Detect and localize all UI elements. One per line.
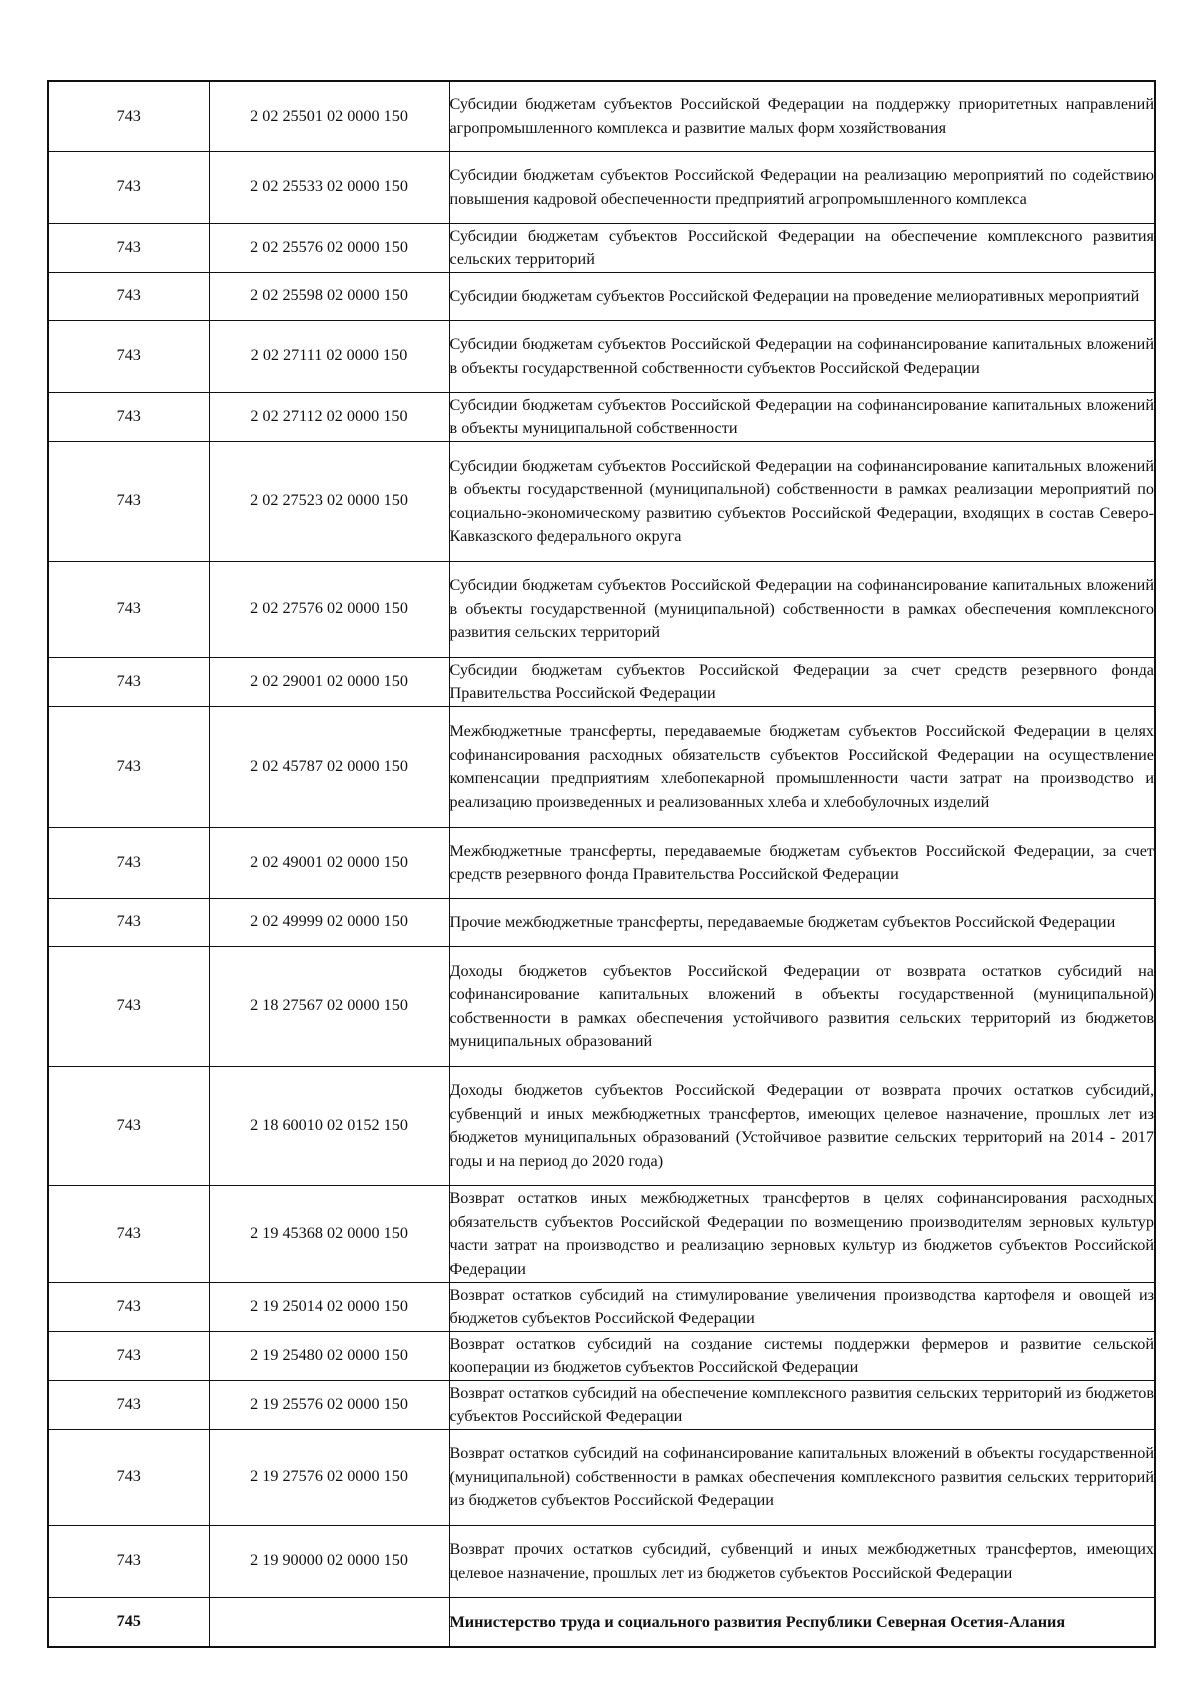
- revenue-description-cell: [449, 1429, 1155, 1525]
- revenue-description-text: Возврат остатков субсидий на стимулирование увеличения производства картофеля и овощей из бюджетов субъектов Российской Федерации: [449, 1285, 1154, 1327]
- revenue-description-cell: [449, 898, 1155, 946]
- revenue-description-cell: [449, 657, 1155, 706]
- revenue-code-cell: 2 02 25576 02 0000 150: [209, 223, 449, 272]
- admin-code-cell: 743: [48, 1066, 209, 1185]
- table-row: [48, 1380, 1155, 1429]
- table-row: [48, 1429, 1155, 1525]
- revenue-description-cell: [449, 392, 1155, 441]
- table-row: [48, 1066, 1155, 1185]
- revenue-code-cell: 2 19 25014 02 0000 150: [209, 1282, 449, 1331]
- revenue-description-text: Субсидии бюджетам субъектов Российской Федерации на софинансирование капитальных вложений в объекты государственной (муниципальной) собственности в рамках обеспечения комплексного развития сельских территорий: [449, 576, 1154, 642]
- table-row: [48, 561, 1155, 657]
- revenue-description-text: Министерство труда и социального развития Республики Северная Осетия-Алания: [449, 1612, 1066, 1631]
- revenue-code-cell: 2 02 27576 02 0000 150: [209, 561, 449, 657]
- revenue-description-cell: [449, 827, 1155, 898]
- revenue-description-text: Межбюджетные трансферты, передаваемые бюджетам субъектов Российской Федерации, за счет средств резервного фонда Правительства Российской Федерации: [449, 841, 1154, 883]
- admin-code-cell: 743: [48, 657, 209, 706]
- revenue-description-cell: [449, 706, 1155, 827]
- revenue-description-cell: [449, 1380, 1155, 1429]
- revenue-description-cell: [449, 1331, 1155, 1380]
- revenue-code-cell: 2 02 27523 02 0000 150: [209, 441, 449, 561]
- revenue-description-text: Субсидии бюджетам субъектов Российской Федерации на софинансирование капитальных вложений в объекты государственной собственности субъектов Российской Федерации: [449, 335, 1154, 377]
- revenue-description-text: Возврат прочих остатков субсидий, субвенций и иных межбюджетных трансфертов, имеющих целевое назначение, прошлых лет из бюджетов субъектов Российской Федерации: [449, 1540, 1154, 1582]
- table-row: [48, 1282, 1155, 1331]
- revenue-codes-table: [47, 80, 1156, 1648]
- admin-code-cell: 743: [48, 392, 209, 441]
- revenue-code-cell: 2 02 25533 02 0000 150: [209, 151, 449, 223]
- table-row: [48, 392, 1155, 441]
- revenue-code-cell: 2 19 45368 02 0000 150: [209, 1185, 449, 1282]
- revenue-code-cell: 2 18 60010 02 0152 150: [209, 1066, 449, 1185]
- revenue-description-text: Субсидии бюджетам субъектов Российской Федерации на обеспечение комплексного развития сельских территорий: [449, 226, 1154, 268]
- admin-code-cell: 743: [48, 1380, 209, 1429]
- table-row: [48, 657, 1155, 706]
- revenue-description-text: Доходы бюджетов субъектов Российской Федерации от возврата прочих остатков субсидий, субвенций и иных межбюджетных трансфертов, имеющих целевое назначение, прошлых лет из бюджетов муниципальных образований (Устойчивое развитие сельских территорий на 2014 - 2017 годы и на период до 2020 года): [449, 1081, 1154, 1170]
- table-row: [48, 1525, 1155, 1597]
- revenue-description-cell: [449, 1066, 1155, 1185]
- admin-code-cell: 743: [48, 946, 209, 1066]
- table-row: [48, 223, 1155, 272]
- revenue-code-cell: 2 18 27567 02 0000 150: [209, 946, 449, 1066]
- revenue-description-cell: [449, 81, 1155, 151]
- revenue-description-text: Возврат остатков субсидий на обеспечение комплексного развития сельских территорий из бюджетов субъектов Российской Федерации: [449, 1383, 1154, 1425]
- revenue-code-cell: 2 19 90000 02 0000 150: [209, 1525, 449, 1597]
- table-row: [48, 898, 1155, 946]
- table-row: [48, 441, 1155, 561]
- revenue-description-cell: [449, 441, 1155, 561]
- revenue-description-cell: [449, 320, 1155, 392]
- revenue-code-cell: 2 02 27111 02 0000 150: [209, 320, 449, 392]
- revenue-code-cell: 2 02 45787 02 0000 150: [209, 706, 449, 827]
- admin-code-cell: 743: [48, 1282, 209, 1331]
- revenue-description-text: Возврат остатков субсидий на создание системы поддержки фермеров и развитие сельской кооперации из бюджетов субъектов Российской Федерации: [449, 1334, 1154, 1376]
- table-row: [48, 1185, 1155, 1282]
- admin-code-cell: 745: [48, 1597, 209, 1647]
- revenue-description-text: Субсидии бюджетам субъектов Российской Федерации на софинансирование капитальных вложений в объекты государственной (муниципальной) собственности в рамках реализации мероприятий по социально-экономическому развитию субъектов Российской Федерации, входящих в состав Северо-Кавказского федерального округа: [449, 456, 1154, 545]
- revenue-code-cell: 2 02 49001 02 0000 150: [209, 827, 449, 898]
- table-row: [48, 706, 1155, 827]
- revenue-description-cell: [449, 223, 1155, 272]
- revenue-description-cell: [449, 561, 1155, 657]
- revenue-description-text: Субсидии бюджетам субъектов Российской Федерации за счет средств резервного фонда Правительства Российской Федерации: [449, 660, 1154, 702]
- revenue-code-cell: 2 02 29001 02 0000 150: [209, 657, 449, 706]
- revenue-description-text: Субсидии бюджетам субъектов Российской Федерации на поддержку приоритетных направлений агропромышленного комплекса и развитие малых форм хозяйствования: [449, 95, 1154, 137]
- table-row: [48, 827, 1155, 898]
- revenue-description-cell: [449, 1525, 1155, 1597]
- revenue-description-cell: [449, 1597, 1155, 1647]
- admin-code-cell: 743: [48, 272, 209, 320]
- table-row: [48, 1597, 1155, 1647]
- revenue-description-text: Доходы бюджетов субъектов Российской Федерации от возврата остатков субсидий на софинансирование капитальных вложений в объекты государственной (муниципальной) собственности в рамках обеспечения устойчивого развития сельских территорий из бюджетов муниципальных образований: [449, 961, 1154, 1050]
- revenue-code-cell: 2 19 25576 02 0000 150: [209, 1380, 449, 1429]
- revenue-description-text: Субсидии бюджетам субъектов Российской Федерации на реализацию мероприятий по содействию повышения кадровой обеспеченности предприятий агропромышленного комплекса: [449, 166, 1154, 208]
- revenue-description-text: Субсидии бюджетам субъектов Российской Федерации на проведение мелиоративных мероприятий: [449, 286, 1140, 305]
- revenue-description-text: Субсидии бюджетам субъектов Российской Федерации на софинансирование капитальных вложений в объекты муниципальной собственности: [449, 395, 1154, 437]
- revenue-code-cell: 2 02 25598 02 0000 150: [209, 272, 449, 320]
- revenue-description-text: Возврат остатков иных межбюджетных трансфертов в целях софинансирования расходных обязательств субъектов Российской Федерации по возмещению производителям зерновых культур части затрат на производство и реализацию зерновых культур из бюджетов субъектов Российской Федерации: [449, 1189, 1154, 1278]
- revenue-description-cell: [449, 272, 1155, 320]
- admin-code-cell: 743: [48, 81, 209, 151]
- admin-code-cell: 743: [48, 827, 209, 898]
- admin-code-cell: 743: [48, 151, 209, 223]
- admin-code-cell: 743: [48, 1185, 209, 1282]
- admin-code-cell: 743: [48, 320, 209, 392]
- table-row: [48, 272, 1155, 320]
- table-row: [48, 946, 1155, 1066]
- revenue-description-cell: [449, 946, 1155, 1066]
- admin-code-cell: 743: [48, 441, 209, 561]
- admin-code-cell: 743: [48, 223, 209, 272]
- table-row: [48, 151, 1155, 223]
- revenue-code-cell: 2 02 27112 02 0000 150: [209, 392, 449, 441]
- revenue-description-cell: [449, 1282, 1155, 1331]
- revenue-description-text: Возврат остатков субсидий на софинансирование капитальных вложений в объекты государственной (муниципальной) собственности в рамках обеспечения комплексного развития сельских территорий из бюджетов субъектов Российской Федерации: [449, 1444, 1154, 1510]
- revenue-code-cell: 2 02 25501 02 0000 150: [209, 81, 449, 151]
- revenue-code-cell: 2 19 25480 02 0000 150: [209, 1331, 449, 1380]
- admin-code-cell: 743: [48, 1525, 209, 1597]
- admin-code-cell: 743: [48, 706, 209, 827]
- admin-code-cell: 743: [48, 1331, 209, 1380]
- revenue-description-cell: [449, 151, 1155, 223]
- revenue-code-cell: 2 02 49999 02 0000 150: [209, 898, 449, 946]
- admin-code-cell: 743: [48, 898, 209, 946]
- revenue-code-cell: 2 19 27576 02 0000 150: [209, 1429, 449, 1525]
- admin-code-cell: 743: [48, 1429, 209, 1525]
- admin-code-cell: 743: [48, 561, 209, 657]
- revenue-description-cell: [449, 1185, 1155, 1282]
- table-row: [48, 1331, 1155, 1380]
- revenue-description-text: Прочие межбюджетные трансферты, передаваемые бюджетам субъектов Российской Федерации: [449, 912, 1116, 931]
- revenue-description-text: Межбюджетные трансферты, передаваемые бюджетам субъектов Российской Федерации в целях софинансирования расходных обязательств субъектов Российской Федерации на осуществление компенсации предприятиям хлебопекарной промышленности части затрат на производство и реализацию произведенных и реализованных хлеба и хлебобулочных изделий: [449, 722, 1154, 811]
- revenue-code-cell: [209, 1597, 449, 1647]
- table-row: [48, 320, 1155, 392]
- table-row: [48, 81, 1155, 151]
